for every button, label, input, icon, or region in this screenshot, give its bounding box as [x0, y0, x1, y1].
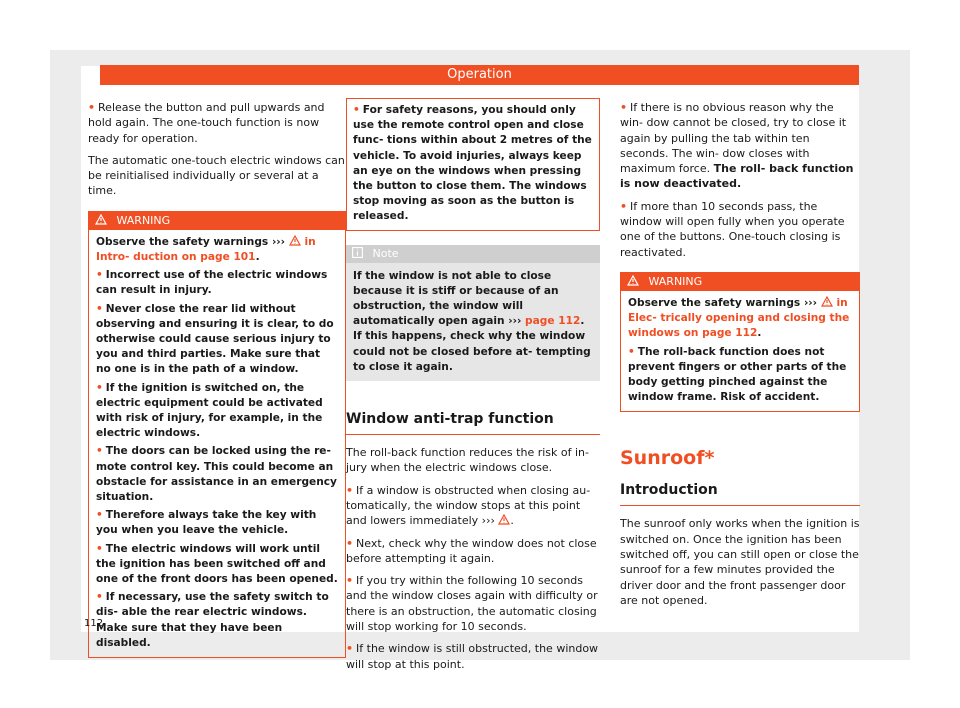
bullet-icon: • — [353, 104, 360, 116]
info-icon — [352, 247, 363, 258]
warning-box — [88, 211, 346, 658]
section-header: Operation — [100, 65, 859, 85]
list-item: • If the window is still obstructed, the window will stop at this point. — [346, 642, 599, 671]
warning-body: Observe the safety warnings ››› in Intro- duction on page 101. • Incorrect use of the electric windows can result in injury. • Never close the rear lid without observing and ensuring it is clear, to do otherwise could cause serious injury to you and third parties. Make sure that no one is in the path of a window. • If the ignition is switched on, the electric equipment could be activated with risk of injury, for example, in the electric windows. • The doors can be locked using the re- mote control key. This could become an obstacle for assistance in an emergency situation. • Therefore always take the key with you when you leave the vehicle. • The electric windows will work until the ignition has been switched off and one of the front doors has been opened. • If necessary, use the safety switch to dis- able the rear electric windows. Make sure that they have been disabled. — [96, 235, 338, 649]
bullet-icon: • — [88, 101, 96, 114]
warning-box — [620, 272, 860, 412]
warning-triangle-icon — [627, 275, 639, 286]
warning-header — [621, 273, 859, 291]
chapter-title: Sunroof* — [620, 447, 715, 470]
list-item: • If you try within the following 10 seconds and the window closes again with difficulty or there is an obstruction, the automatic closing will stop working for 10 seconds. — [346, 574, 598, 634]
note-header — [346, 245, 600, 263]
note-title: Note — [372, 246, 399, 260]
bullet-icon: • — [346, 642, 354, 656]
section-heading: Window anti-trap function — [346, 409, 600, 435]
bullet-icon: • — [96, 542, 103, 555]
column-left — [88, 100, 346, 658]
list-item: • Next, check why the window does not close before attempting it again. — [346, 536, 597, 565]
warning-triangle-icon — [821, 296, 833, 307]
bullet-icon: • — [96, 591, 103, 604]
bullet-icon: • — [346, 483, 354, 497]
warning-triangle-icon — [498, 514, 510, 525]
bullet-icon: • — [620, 101, 628, 114]
column-right — [620, 100, 860, 615]
paragraph: • Release the button and pull upwards and hold again. The one-touch function is now ready for operation. — [88, 101, 325, 145]
warning-triangle-icon — [289, 235, 301, 246]
paragraph: The automatic one-touch electric windows can be reinitialised individually or several at a time. — [88, 153, 345, 198]
column-middle — [346, 100, 600, 679]
section-heading: Introduction — [620, 480, 860, 506]
note-body: If the window is not able to close because it is stiff or because of an obstruction, the window will automatically open again ››› page 112. If this happens, check why the window could not be closed before at- tempting to close it again. — [353, 269, 591, 373]
bullet-icon: • — [96, 445, 103, 458]
note-box — [346, 245, 600, 381]
list-item: • If more than 10 seconds pass, the window will open fully when you operate one of the buttons. One-touch closing is reactivated. — [620, 199, 845, 259]
paragraph: The roll-back function reduces the risk of in- jury when the electric windows close. — [346, 446, 589, 475]
cross-reference-link[interactable]: in Elec- trically opening and closing the windows on page 112 — [628, 296, 850, 340]
bullet-icon: • — [346, 574, 354, 588]
warning-body: Observe the safety warnings ››› in Elec- trically opening and closing the windows on page 112. • The roll-back function does not prevent fingers or other parts of the body getting pinched against the window frame. Risk of accident. — [628, 296, 850, 404]
bullet-icon: • — [346, 536, 354, 550]
warning-header — [89, 212, 345, 230]
bullet-icon: • — [620, 199, 628, 213]
safety-box: • For safety reasons, you should only use the remote control open and close func- tions within about 2 metres of the vehicle. To avoid injuries, always keep an eye on the windows when pressing the button to close them. The windows stop moving as soon as the button is released. — [346, 98, 600, 231]
bullet-icon: • — [628, 345, 635, 358]
bullet-icon: • — [96, 509, 103, 522]
cross-reference-link[interactable]: page 112 — [525, 315, 581, 328]
warning-title: WARNING — [648, 274, 703, 288]
list-item: • If a window is obstructed when closing au- tomatically, the window stops at this point and lowers immediately ››› . — [346, 483, 591, 528]
page-number: 112 — [84, 618, 104, 629]
warning-title: WARNING — [116, 213, 171, 227]
bullet-icon: • — [96, 269, 103, 282]
cross-reference-link[interactable]: in Intro- duction on page 101 — [96, 235, 316, 263]
warning-triangle-icon — [95, 214, 107, 225]
list-item: • If there is no obvious reason why the win- dow cannot be closed, try to close it again by pulling the tab within ten seconds. The win- dow closes with maximum force. The roll- back function is now deactivated. — [620, 101, 854, 191]
paragraph: The sunroof only works when the ignition is switched on. Once the ignition has been switched off, you can still open or close the sunroof for a few minutes provided the driver door and the front passenger door are not opened. — [620, 517, 860, 607]
bullet-icon: • — [96, 381, 103, 394]
bullet-icon: • — [96, 302, 103, 315]
